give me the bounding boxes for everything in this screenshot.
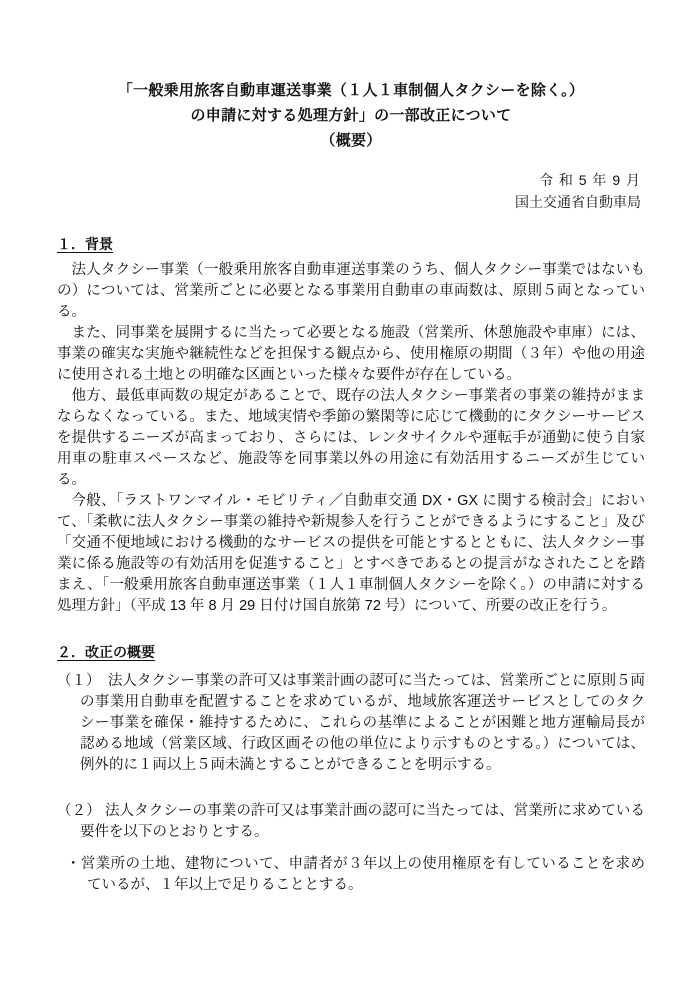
document-date: 令 和 5 年 9 月 xyxy=(538,172,641,188)
background-paragraph-4: 今般、「ラストワンマイル・モビリティ／自動車交通 DX・GX に関する検討会」において、「柔軟に法人タクシー事業の維持や新規参入を行うことができるようにすること」及び「交通不便地域における機動的なサービスの提供を可能とするとともに、法人タクシー事業に係る施設等の有効活用を促進すること」とすべきであるとの提言がなされたことを踏まえ、「一般乗用旅客自動車運送事業（１人１車制個人タクシーを除く。）の申請に対する処理方針」（平成 13 年 8 月 29 日付け国自旅第 72 号）について、所要の改正を行う。 xyxy=(57,493,645,614)
revision-item-1-label: （１） xyxy=(57,673,108,689)
section-revision-overview xyxy=(57,643,645,896)
revision-item-1-text: 法人タクシー事業の許可又は事業計画の認可に当たっては、営業所ごとに原則５両の事業用自動車を配置することを求めているが、地域旅客運送サービスとしてのタクシー事業を確保・維持するために、これらの基準によることが困難と地方運輸局長が認める地域（営業区域、行政区画その他の単位により示すものとする。）については、例外的に１両以上５両未満とすることができることを明示する。 xyxy=(80,673,645,773)
title-line-3: （概要） xyxy=(320,132,382,149)
document-author: 国土交通省自動車局 xyxy=(515,194,641,210)
background-paragraph-1: 法人タクシー事業（一般乗用旅客自動車運送事業のうち、個人タクシー事業ではないもの）については、営業所ごとに必要となる事業用自動車の車両数は、原則５両となっている。 xyxy=(57,262,645,320)
section-background-heading-text: １．背景 xyxy=(57,236,113,252)
section-background xyxy=(57,235,645,617)
revision-item-2-bullet-1: ・営業所の土地、建物について、申請者が３年以上の使用権原を有していることを求めているが、１年以上で足りることとする。 xyxy=(66,856,645,893)
document-meta xyxy=(57,169,645,213)
background-paragraph-2: また、同事業を展開するに当たって必要となる施設（営業所、休憩施設や車庫）には、事業の確実な実施や継続性などを担保する観点から、使用権原の期間（３年）や他の用途に使用される土地との明確な区画といった様々な要件が存在している。 xyxy=(57,325,645,383)
document-title xyxy=(57,78,645,153)
revision-item-2-label: （２） xyxy=(57,803,105,819)
title-line-2: の申請に対する処理方針」の一部改正について xyxy=(190,107,512,124)
background-paragraph-3: 他方、最低車両数の規定があることで、既存の法人タクシー事業者の事業の維持がままならなくなっている。また、地域実情や季節の繁閑等に応じて機動的にタクシーサービスを提供するニーズが高まっており、さらには、レンタサイクルや運転手が通勤に使う自家用車の駐車スペースなど、施設等を同事業以外の用途に有効活用するニーズが生じている。 xyxy=(57,388,645,488)
section-revision-heading xyxy=(57,643,645,661)
revision-item-2-text: 法人タクシーの事業の許可又は事業計画の認可に当たっては、営業所に求めている要件を以下のとおりとする。 xyxy=(80,803,646,840)
revision-item-2 xyxy=(57,801,645,843)
revision-item-1 xyxy=(57,671,645,776)
title-line-1: 「一般乗用旅客自動車運送事業（１人１車制個人タクシーを除く。） xyxy=(117,82,585,99)
section-background-heading xyxy=(57,235,645,253)
section-revision-heading-text: ２．改正の概要 xyxy=(57,644,155,660)
